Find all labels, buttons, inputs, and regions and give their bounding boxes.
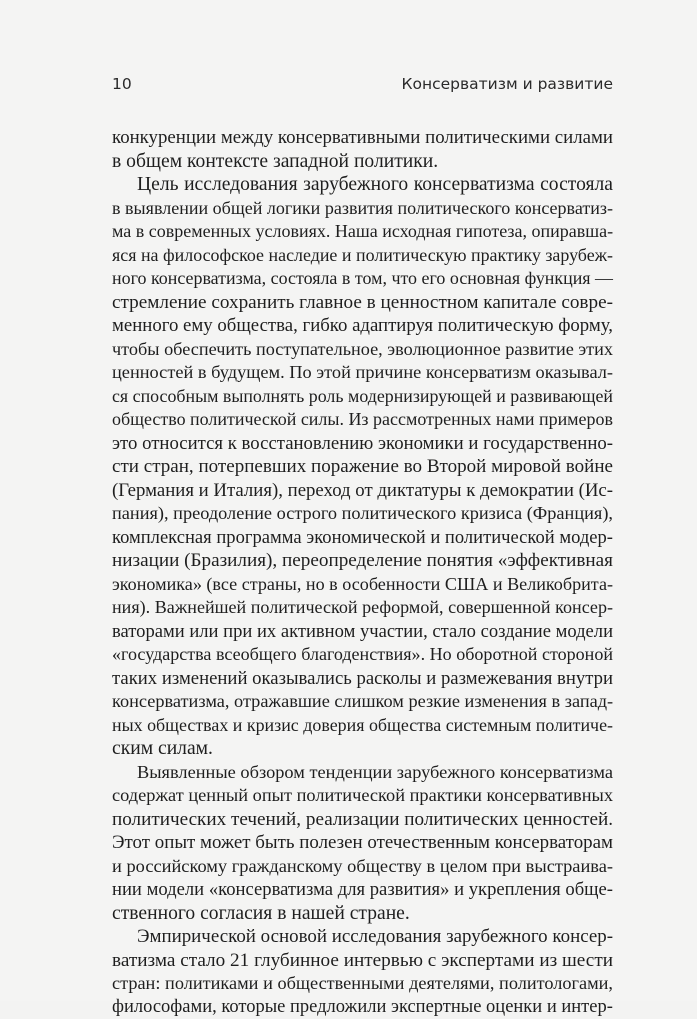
running-header [112,75,613,99]
body-text [112,126,613,1019]
text-line: Этот опыт может быть полезен отечественным консерваторам [112,831,613,855]
text-line: нии модели «консерватизма для развития» и укрепления обще- [112,878,613,902]
text-line: ственного согласия в нашей стране. [112,902,613,926]
paragraph [112,173,613,761]
text-line: пания), преодоление острого политического кризиса (Франция), [112,502,613,526]
paragraph [112,761,613,926]
text-line: политических течений, реализации политических ценностей. [112,808,613,832]
text-line: низации (Бразилия), переопределение понятия «эффективная [112,549,613,573]
text-line: менного ему общества, гибко адаптируя политическую форму, [112,314,613,338]
text-line: ного консерватизма, состояла в том, что его основная функция — [112,267,613,291]
text-line: ния). Важнейшей политической реформой, совершенной консер- [112,596,613,620]
text-line: Эмпирической основой исследования зарубежного консер- [112,925,613,949]
paragraph [112,126,613,173]
text-line: Цель исследования зарубежного консерватизма состояла [112,173,613,197]
text-line: комплексная программа экономической и политической модер- [112,526,613,550]
text-line: экономика» (все страны, но в особенности США и Великобрита- [112,573,613,597]
running-title: Консерватизм и развитие [401,75,613,93]
text-line: ватизма стало 21 глубинное интервью с экспертами из шести [112,949,613,973]
page-number: 10 [112,75,132,93]
text-line: в общем контексте западной политики. [112,150,613,174]
text-line: яся на философское наследие и политическую практику зарубеж- [112,244,613,268]
text-line: сти стран, потерпевших поражение во Второй мировой войне [112,455,613,479]
text-line: философами, которые предложили экспертные оценки и интер- [112,996,613,1019]
text-line: ся способным выполнять роль модернизирующей и развивающей [112,385,613,409]
text-line: содержат ценный опыт политической практики консервативных [112,784,613,808]
text-line: ценностей в будущем. По этой причине консерватизм оказывал- [112,361,613,385]
text-line: Выявленные обзором тенденции зарубежного консерватизма [112,761,613,785]
text-line: это относится к восстановлению экономики и государственно- [112,432,613,456]
text-line: стран: политиками и общественными деятелями, политологами, [112,972,613,996]
text-line: чтобы обеспечить поступательное, эволюционное развитие этих [112,338,613,362]
text-line: «государства всеобщего благоденствия». Но оборотной стороной [112,643,613,667]
paragraph [112,925,613,1019]
text-line: и российскому гражданскому обществу в целом при выстраива- [112,855,613,879]
text-line: стремление сохранить главное в ценностном капитале совре- [112,291,613,315]
text-line: ваторами или при их активном участии, стало создание модели [112,620,613,644]
text-line: таких изменений оказывались расколы и размежевания внутри [112,667,613,691]
text-line: ных обществах и кризис доверия общества системным политиче- [112,714,613,738]
text-line: ским силам. [112,737,613,761]
text-line: ма в современных условиях. Наша исходная гипотеза, опиравша- [112,220,613,244]
text-line: консерватизма, отражавшие слишком резкие изменения в запад- [112,690,613,714]
text-line: (Германия и Италия), переход от диктатуры к демократии (Ис- [112,479,613,503]
text-line: общество политической силы. Из рассмотренных нами примеров [112,408,613,432]
text-line: в выявлении общей логики развития политического консерватиз- [112,197,613,221]
text-line: конкуренции между консервативными политическими силами [112,126,613,150]
